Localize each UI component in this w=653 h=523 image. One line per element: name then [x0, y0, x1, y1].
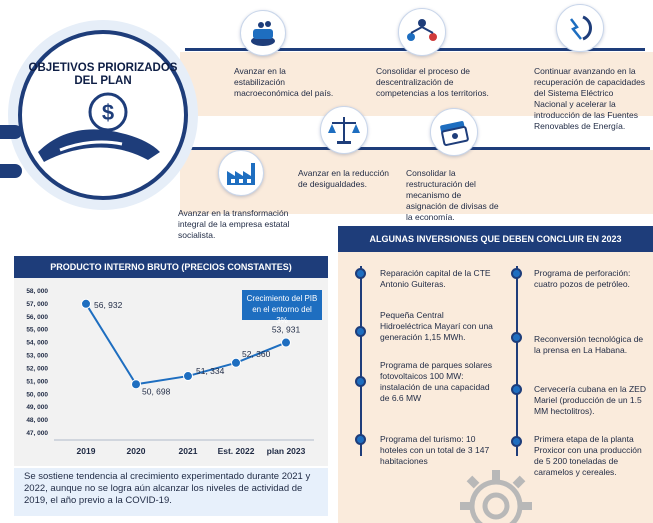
timeline-dot — [511, 268, 522, 279]
data-point — [232, 358, 241, 367]
banknotes-icon — [430, 108, 478, 156]
decorative-accent — [0, 125, 22, 139]
y-tick-label: 58, 000 — [26, 288, 48, 295]
data-point — [82, 299, 91, 308]
timeline-dot — [355, 434, 366, 445]
inversion-item: Pequeña Central Hidroeléctrica Mayarí con una generación 1,15 MWh. — [380, 310, 493, 342]
people-network-icon — [398, 8, 446, 56]
y-tick-label: 56, 000 — [26, 313, 48, 321]
inversion-item: Reconversión tecnológica de la prensa en La Habana. — [534, 334, 644, 355]
pib-note: Se sostiene tendencia al crecimiento experimentado durante 2021 y 2022, aunque no se logra aún alcanzar los niveles de actividad de 2019, el año previo a la COVID-19. — [14, 468, 328, 516]
objetivos-title: OBJETIVOS PRIORIZADOS DEL PLAN — [28, 62, 178, 87]
objetivo-descentralizacion: Consolidar el proceso de descentralización de competencias a los territorios. — [376, 66, 489, 98]
connector-line — [180, 147, 650, 150]
objetivos-section — [0, 0, 653, 248]
y-tick-label: 52, 000 — [26, 365, 48, 373]
x-tick-label: Est. 2022 — [217, 446, 255, 456]
objetivo-electrico: Continuar avanzando en la recuperación de capacidades del Sistema Eléctrico Nacional y acelerar la introducción de las Fuentes Renovables de Energía. — [534, 66, 646, 131]
x-tick-label: plan 2023 — [266, 446, 306, 456]
y-tick-label: 54, 000 — [26, 339, 48, 347]
data-point — [184, 372, 193, 381]
x-tick-label: 2021 — [178, 446, 198, 456]
timeline-line — [360, 266, 362, 456]
money-hand-icon — [30, 90, 175, 170]
timeline-line — [516, 266, 518, 456]
electric-plug-icon — [556, 4, 604, 52]
y-tick-label: 55, 000 — [26, 326, 48, 334]
svg-text:$: $ — [101, 100, 115, 125]
decorative-accent — [0, 164, 22, 178]
pib-chart-title: PRODUCTO INTERNO BRUTO (PRECIOS CONSTANTES) — [14, 256, 328, 278]
y-tick-label: 51, 000 — [26, 378, 48, 386]
timeline-dot — [355, 326, 366, 337]
gear-icon — [456, 466, 536, 523]
data-label: 50, 698 — [142, 386, 171, 397]
x-tick-label: 2020 — [126, 446, 146, 456]
inversion-item: Reparación capital de la CTE Antonio Guiteras. — [380, 268, 491, 289]
inversion-item: Cervecería cubana en la ZED Mariel (producción de un 1.5 MM hectolitros). — [534, 384, 646, 416]
y-tick-label: 48, 000 — [26, 417, 48, 425]
inversiones-title: ALGUNAS INVERSIONES QUE DEBEN CONCLUIR EN 2023 — [338, 226, 653, 252]
pib-chart-panel — [14, 256, 328, 466]
timeline-dot — [511, 384, 522, 395]
y-tick-label: 53, 000 — [26, 352, 48, 360]
timeline-dot — [511, 436, 522, 447]
pib-growth-annotation: Crecimiento del PIB en el entorno del 3% — [242, 290, 322, 320]
inversion-item: Programa de perforación: cuatro pozos de petróleo. — [534, 268, 631, 289]
timeline-dot — [511, 332, 522, 343]
objetivo-empresa: Avanzar en la transformación integral de la empresa estatal socialista. — [178, 208, 290, 240]
balance-scale-icon — [320, 106, 368, 154]
data-label: 56, 932 — [94, 299, 123, 310]
data-label: 52, 360 — [242, 348, 271, 359]
timeline-dot — [355, 268, 366, 279]
factory-icon — [218, 150, 264, 196]
data-point — [282, 338, 291, 347]
y-tick-label: 50, 000 — [26, 391, 48, 399]
y-tick-label: 49, 000 — [26, 404, 48, 412]
objetivo-divisas: Consolidar la restructuración del mecanismo de asignación de divisas de la economía. — [406, 168, 499, 222]
data-label: 53, 931 — [271, 324, 301, 335]
y-tick-label: 47, 000 — [26, 430, 48, 437]
objetivo-desigualdades: Avanzar en la reducción de desigualdades. — [298, 168, 390, 189]
inversion-item: Programa de parques solares fotovoltaicos 100 MW: instalación de una capacidad de 6.6 MW — [380, 360, 492, 403]
objetivo-estabilizacion: Avanzar en la estabilización macroeconómica del país. — [234, 66, 334, 98]
data-label: 51, 334 — [196, 366, 225, 377]
people-finance-icon — [240, 10, 286, 56]
inversiones-panel — [338, 226, 653, 523]
x-tick-label: 2019 — [76, 446, 96, 456]
y-tick-label: 57, 000 — [26, 300, 48, 308]
timeline-dot — [355, 376, 366, 387]
inversion-item: Programa del turismo: 10 hoteles con un total de 3 147 habitaciones — [380, 434, 490, 466]
inversion-item: Primera etapa de la planta Proxicor con una producción de 5 200 toneladas de caramelos y cereales. — [534, 434, 642, 477]
data-point — [132, 380, 141, 389]
